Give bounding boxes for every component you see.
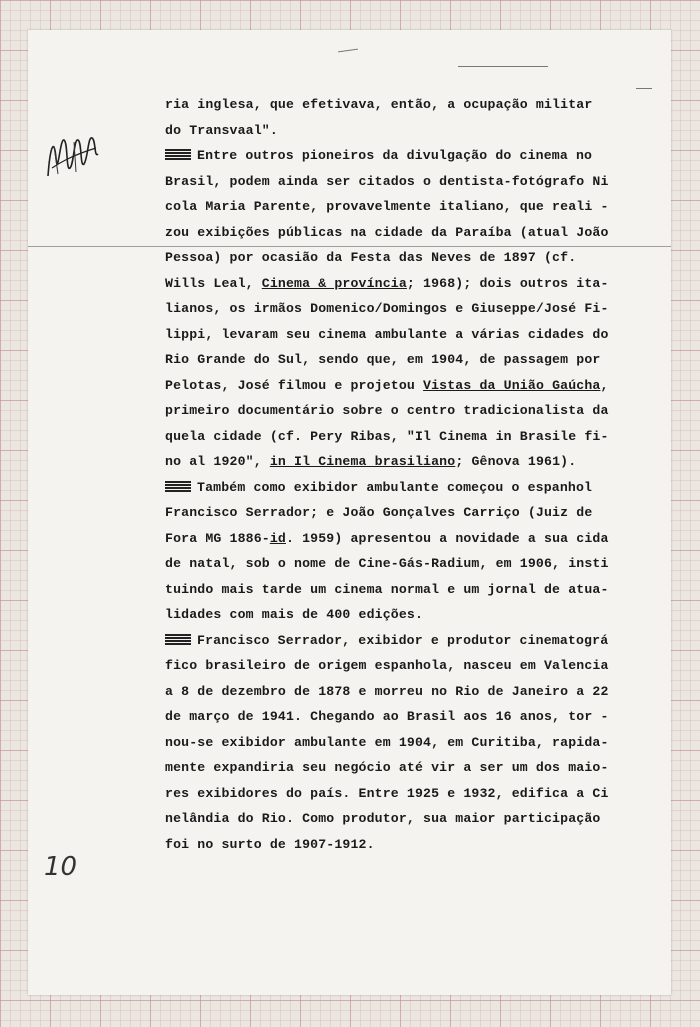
text-line: fico brasileiro de origem espanhola, nasceu em Valencia bbox=[165, 658, 609, 673]
text-line: Rio Grande do Sul, sendo que, em 1904, de passagem por bbox=[165, 352, 601, 367]
text-line: de natal, sob o nome de Cine-Gás-Radium, em 1906, insti bbox=[165, 556, 609, 571]
text-line: mente expandiria seu negócio até vir a ser um dos maio- bbox=[165, 760, 609, 775]
pen-mark bbox=[458, 66, 548, 67]
text-line: cola Maria Parente, provavelmente italiano, que reali - bbox=[165, 199, 609, 214]
book-title: in Il Cinema brasiliano bbox=[269, 454, 456, 469]
book-title: Cinema & província bbox=[261, 275, 407, 291]
text-line: lidades com mais de 400 edições. bbox=[165, 607, 424, 622]
text-line: nou-se exibidor ambulante em 1904, em Curitiba, rapida- bbox=[165, 734, 609, 750]
typed-text-body bbox=[165, 92, 625, 857]
text-line: zou exibições públicas na cidade da Paraíba (atual João bbox=[165, 224, 609, 240]
text-line: Pelotas, José filmou e projetou Vistas da União Gaúcha, bbox=[165, 377, 609, 393]
text-line: Francisco Serrador; e João Gonçalves Carriço (Juiz de bbox=[165, 505, 593, 520]
pen-mark bbox=[636, 88, 652, 89]
text-line: primeiro documentário sobre o centro tradicionalista da bbox=[165, 403, 609, 418]
text-line: foi no surto de 1907-1912. bbox=[165, 836, 375, 852]
text-line: Também como exibidor ambulante começou o espanhol bbox=[165, 475, 625, 501]
text-line: Brasil, podem ainda ser citados o dentista-fotógrafo Ni bbox=[165, 173, 609, 189]
text-line: no al 1920", in Il Cinema brasiliano; Gênova 1961). bbox=[165, 454, 577, 469]
text-line: lippi, levaram seu cinema ambulante a várias cidades do bbox=[165, 326, 609, 342]
paragraph-mark bbox=[165, 634, 191, 645]
text-line: lianos, os irmãos Domenico/Domingos e Giuseppe/José Fi- bbox=[165, 301, 609, 316]
text-line: do Transvaal". bbox=[165, 122, 278, 138]
abbreviation-id: id bbox=[269, 530, 286, 546]
text-line: Pessoa) por ocasião da Festa das Neves de 1897 (cf. bbox=[165, 250, 577, 265]
text-line: ria inglesa, que efetivava, então, a ocupação militar bbox=[165, 97, 593, 112]
text-line: tuindo mais tarde um cinema normal e um jornal de atua- bbox=[165, 581, 609, 597]
text-line: quela cidade (cf. Pery Ribas, "Il Cinema in Brasile fi- bbox=[165, 428, 609, 444]
handwritten-page-number: 10 bbox=[44, 852, 78, 882]
paragraph-mark bbox=[165, 481, 191, 492]
handwritten-initials-signature bbox=[44, 128, 104, 184]
film-title: Vistas da União Gaúcha bbox=[423, 377, 601, 393]
text-line: Entre outros pioneiros da divulgação do cinema no bbox=[165, 143, 625, 169]
paragraph-mark bbox=[165, 149, 191, 160]
text-line: Fora MG 1886-id. 1959) apresentou a novidade a sua cida bbox=[165, 530, 609, 546]
text-line: de março de 1941. Chegando ao Brasil aos 16 anos, tor - bbox=[165, 709, 609, 724]
text-line: Wills Leal, Cinema & província; 1968); dois outros ita- bbox=[165, 275, 609, 291]
text-line: res exibidores do país. Entre 1925 e 1932, edifica a Ci bbox=[165, 785, 609, 801]
text-line: a 8 de dezembro de 1878 e morreu no Rio de Janeiro a 22 bbox=[165, 683, 609, 699]
text-line: Francisco Serrador, exibidor e produtor cinematográ bbox=[165, 628, 625, 654]
text-line: nelândia do Rio. Como produtor, sua maior participação bbox=[165, 811, 601, 826]
